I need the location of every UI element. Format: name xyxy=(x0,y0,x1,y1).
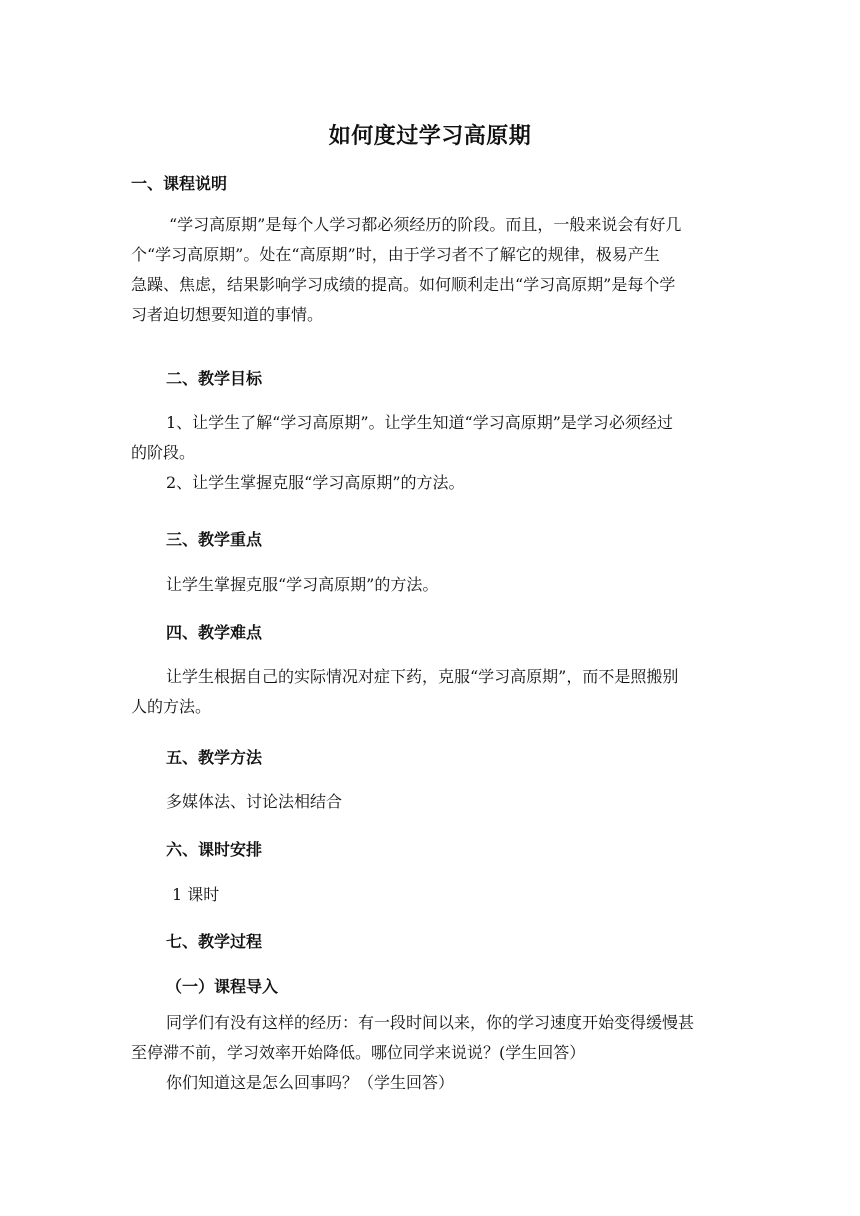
document-title: 如何度过学习高原期 xyxy=(328,123,532,149)
paragraph-line: 的阶段。 xyxy=(131,443,196,462)
section-body-teaching-process xyxy=(131,1008,694,1098)
paragraph-line: 人的方法。 xyxy=(131,697,212,716)
section-heading-teaching-process: 七、教学过程 xyxy=(166,932,263,951)
paragraph-line: 让学生根据自己的实际情况对症下药，克服“学习高原期”，而不是照搬别 xyxy=(166,667,679,686)
section-body-course-description xyxy=(131,210,681,330)
paragraph-line: 至停滞不前，学习效率开始降低。哪位同学来说说？(学生回答） xyxy=(131,1043,586,1062)
paragraph-line: “学习高原期”是每个人学习都必须经历的阶段。而且，一般来说会有好几 xyxy=(169,215,682,234)
paragraph-line: 个“学习高原期”。处在“高原期”时，由于学习者不了解它的规律，极易产生 xyxy=(131,245,660,264)
section-heading-course-description: 一、课程说明 xyxy=(131,174,228,193)
section-heading-teaching-focus: 三、教学重点 xyxy=(166,530,263,549)
section-heading-class-hours: 六、课时安排 xyxy=(166,840,263,859)
section-body-class-hours xyxy=(172,880,219,910)
section-body-teaching-method xyxy=(166,787,342,817)
paragraph-line: 同学们有没有这样的经历：有一段时间以来，你的学习速度开始变得缓慢甚 xyxy=(166,1013,695,1032)
paragraph-line: 1、让学生了解“学习高原期”。让学生知道“学习高原期”是学习必须经过 xyxy=(166,413,673,432)
paragraph-line: 1 课时 xyxy=(172,885,220,904)
section-body-teaching-difficulty xyxy=(131,662,678,722)
section-heading-teaching-method: 五、教学方法 xyxy=(166,748,263,767)
paragraph-line: 多媒体法、讨论法相结合 xyxy=(166,792,343,811)
paragraph-line: 让学生掌握克服“学习高原期”的方法。 xyxy=(166,575,439,594)
section-body-teaching-goals xyxy=(131,408,673,498)
paragraph-line: 急躁、焦虑，结果影响学习成绩的提高。如何顺利走出“学习高原期”是每个学 xyxy=(131,275,676,294)
section-body-teaching-focus xyxy=(166,570,438,600)
section-heading-teaching-difficulty: 四、教学难点 xyxy=(166,623,263,642)
paragraph-line: 你们知道这是怎么回事吗？（学生回答） xyxy=(166,1073,455,1092)
paragraph-line: 习者迫切想要知道的事情。 xyxy=(131,305,324,324)
section-heading-teaching-goals: 二、教学目标 xyxy=(166,369,263,388)
subsection-heading-course-intro: （一）课程导入 xyxy=(166,977,279,996)
paragraph-line: 2、让学生掌握克服“学习高原期”的方法。 xyxy=(166,473,465,492)
